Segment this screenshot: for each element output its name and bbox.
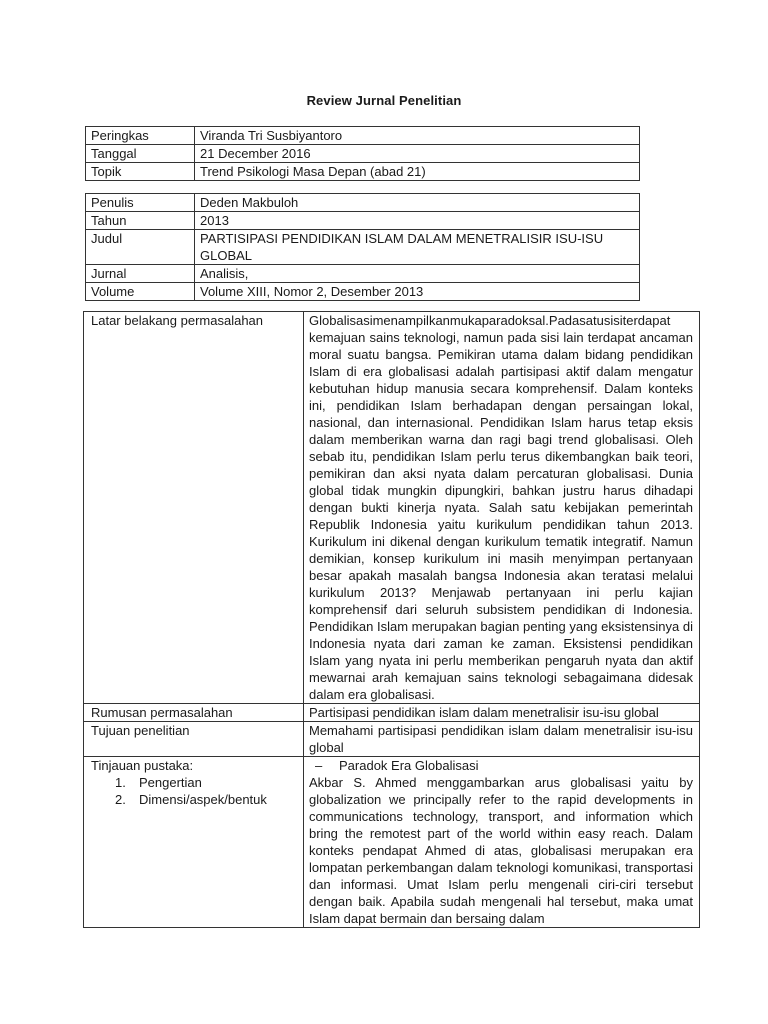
row-label: Topik [86,163,195,181]
row-label: Volume [86,283,195,301]
table-row [84,704,700,722]
row-label: Judul [86,230,195,265]
table-row [86,212,640,230]
table-row [86,127,640,145]
dash-bullet: – [315,758,323,773]
subheading-line [309,757,693,774]
literature-label: Tinjauan pustaka: [91,758,194,773]
list-number: 2. [115,792,126,807]
subheading: Paradok Era Globalisasi [339,758,479,773]
row-value: 2013 [195,212,640,230]
table-row [86,265,640,283]
row-value: Viranda Tri Susbiyantoro [195,127,640,145]
table-row [86,283,640,301]
row-value: 21 December 2016 [195,145,640,163]
literature-content [304,757,700,928]
literature-list [91,774,298,808]
review-table [83,311,700,928]
table-row [86,163,640,181]
background-label: Latar belakang permasalahan [84,312,304,704]
row-label: Peringkas [86,127,195,145]
row-value: Volume XIII, Nomor 2, Desember 2013 [195,283,640,301]
row-label: Tahun [86,212,195,230]
row-label: Tanggal [86,145,195,163]
list-item [91,774,298,791]
table-row [86,145,640,163]
document-title: Review Jurnal Penelitian [306,93,462,108]
list-item [91,791,298,808]
problem-text: Partisipasi pendidikan islam dalam menetralisir isu-isu global [304,704,700,722]
objective-label: Tujuan penelitian [84,722,304,757]
journal-info-table [85,193,640,301]
row-label: Jurnal [86,265,195,283]
row-label: Penulis [86,194,195,212]
table-row [84,757,700,928]
table-row [86,230,640,265]
table-row [84,312,700,704]
row-value: Trend Psikologi Masa Depan (abad 21) [195,163,640,181]
literature-cell [84,757,304,928]
list-number: 1. [115,775,126,790]
objective-text: Memahami partisipasi pendidikan islam dalam menetralisir isu-isu global [304,722,700,757]
reviewer-info-table [85,126,640,181]
problem-label: Rumusan permasalahan [84,704,304,722]
row-value: Analisis, [195,265,640,283]
background-text: Globalisasimenampilkanmukaparadoksal.Padasatusisiterdapat kemajuan sains teknologi, namun pada sisi lain terdapat ancaman moral suatu bangsa. Pemikiran utama dalam bidang pendidikan Islam di era globalisasi adalah partisipasi aktif dalam mengatur kebutuhan hidup manusia secara komprehensif. Dalam konteks ini, pendidikan Islam berhadapan dengan persaingan lokal, nasional, dan internasional. Pendidikan Islam harus tetap eksis dalam memberikan warna dan ragi bagi trend globalisasi. Oleh sebab itu, pendidikan Islam perlu terus dikembangkan baik teori, pemikiran dan aksi nyata dalam percaturan globalisasi. Dunia global tidak mungkin dipungkiri, bahkan justru harus dihadapi dengan bukti kinerja nyata. Salah satu kebijakan pemerintah Republik Indonesia yaitu kurikulum pendidikan tahun 2013. Kurikulum ini dikenal dengan kurikulum tematik integratif. Namun demikian, konsep kurikulum ini masih menyimpan pertanyaan besar apakah masalah bangsa Indonesia akan teratasi melalui kurikulum 2013? Menjawab pertanyaan ini perlu kajian komprehensif dari seluruh subsistem pendidikan di Indonesia. Pendidikan Islam merupakan bagian penting yang eksistensinya di Indonesia nyata dari zaman ke zaman. Eksistensi pendidikan Islam yang nyata ini perlu memberikan pengaruh nyata dan aktif mewarnai arah kemajuan sains teknologi sebagaimana didesak dalam era globalisasi. [304,312,700,704]
table-row [84,722,700,757]
row-value: Deden Makbuloh [195,194,640,212]
literature-text: Akbar S. Ahmed menggambarkan arus globalisasi yaitu by globalization we principally refer to the rapid developments in communications technology, transport, and information which bring the remotest part of the world within easy reach. Dalam konteks pendapat Ahmed di atas, globalisasi merupakan era lompatan perkembangan dalam teknologi komunikasi, transportasi dan informasi. Umat Islam perlu mengenali ciri-ciri tersebut dengan baik. Apabila sudah mengenali hal tersebut, maka umat Islam dapat bermain dan bersaing dalam [309,775,693,926]
row-value: PARTISIPASI PENDIDIKAN ISLAM DALAM MENETRALISIR ISU-ISU GLOBAL [195,230,640,265]
list-text: Pengertian [139,775,202,790]
list-text: Dimensi/aspek/bentuk [139,792,267,807]
table-row [86,194,640,212]
